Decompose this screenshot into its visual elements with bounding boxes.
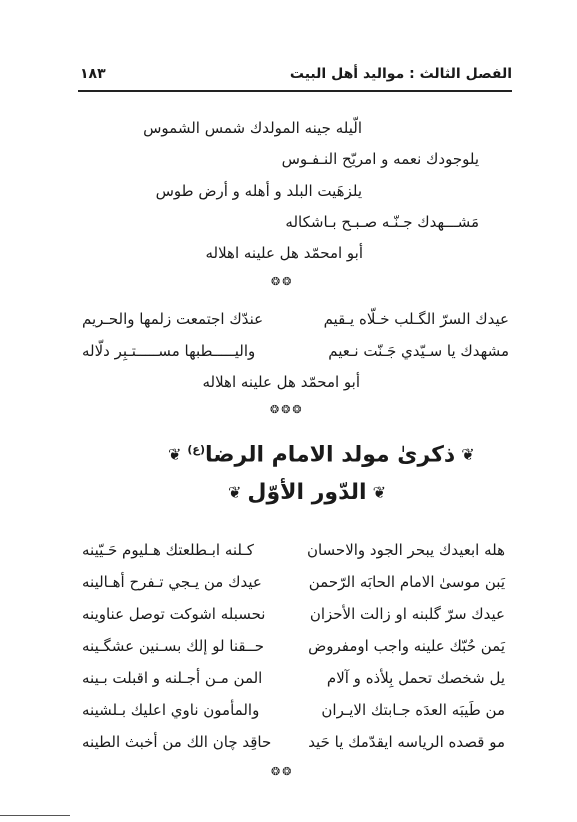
page-number: ١٨٣ — [80, 66, 106, 82]
ornament-icon: ❦ — [168, 445, 182, 465]
verse-left-hemistich: المن مـن أجـلنه و اقبلت بـينه — [82, 669, 263, 687]
verse-right-hemistich: من طَيبَه العدَه جـابتك الايـران — [321, 701, 505, 719]
separator-ornament: ❂❂ — [271, 275, 294, 288]
verse-right-hemistich: مو قصده الرياسه ايقدّمك يا حَيد — [308, 733, 505, 751]
verse-right-hemistich: عيدك السرّ الگـلب خـلّاه يـقيم — [323, 310, 509, 328]
header-rule — [78, 90, 512, 92]
honorific-seal: (ع) — [187, 443, 205, 456]
verse-left-hemistich: عندّك اجتمعت زلمها والحـريم — [82, 310, 264, 328]
verse-left-hemistich: عيدك من يـجي تـفرح أهـالينه — [82, 573, 262, 591]
scan-edge-line — [0, 815, 70, 816]
section-heading: ❦ذكرىٰ مولد الامام الرضا$^{(ع)}$❦ — [162, 435, 481, 470]
verse-line: يلوجودك نعمه و امريّح النـفـوس — [281, 150, 479, 168]
verse-right-hemistich: مشهدك يا سـيّدي جَـنّت نـعيم — [328, 342, 509, 360]
verse-line: مَشـــهدك جـنّـه صـبـح بـاشكاله — [285, 213, 479, 231]
verse-refrain: أبو امحمّد هل علينه اهلاله — [202, 373, 360, 391]
verse-right-hemistich: يَمن حُبّك علينه واجب اومفروض — [308, 637, 505, 655]
verse-left-hemistich: حاقِد چان الك من أخبث الطينه — [82, 733, 272, 751]
verse-line: يلزهَيت البلد و أهله و أرض طوس — [155, 182, 362, 200]
verse-right-hemistich: هله ابعيدك يبحر الجود والاحسان — [306, 541, 505, 559]
ornament-icon: ❦ — [372, 483, 387, 502]
ornament-icon: ❦ — [228, 483, 242, 502]
separator-ornament: ❂❂ — [271, 765, 294, 778]
separator-ornament: ❂❂❂ — [270, 403, 304, 416]
verse-line: أبو امحمّد هل علينه اهلاله — [205, 244, 363, 262]
verse-right-hemistich: عيدك سرّ گلبنه او زالت الأحزان — [309, 605, 505, 623]
verse-left-hemistich: نحسبله اشوكت توصل عناوينه — [82, 605, 266, 623]
ornament-icon: ❦ — [461, 445, 475, 465]
page-header — [80, 62, 512, 86]
verse-left-hemistich: حــقنا لو إلك بسـنين عشگـينه — [82, 637, 265, 655]
verse-line: الّيله جينه المولدك شمس الشموس — [143, 119, 362, 137]
subsection-heading: ❦الدّور الأوّل❦ — [222, 478, 392, 508]
verse-left-hemistich: والمأمون ناوي اعليك بـلشينه — [82, 701, 260, 719]
verse-right-hemistich: يَبن موسىٰ الامام الحابَه الرّحمن — [308, 573, 505, 591]
verse-left-hemistich: كـلنه ابـطلعتك هـليوم حَـيّينه — [82, 541, 254, 559]
verse-left-hemistich: واليـــــطبها مســـــتـبِر دلّاله — [82, 342, 256, 360]
chapter-title: الفصل الثالث : مواليد أهل البيت — [289, 66, 512, 82]
verse-right-hemistich: يل شخصك تحمل بِلأذه و آلام — [326, 669, 505, 687]
